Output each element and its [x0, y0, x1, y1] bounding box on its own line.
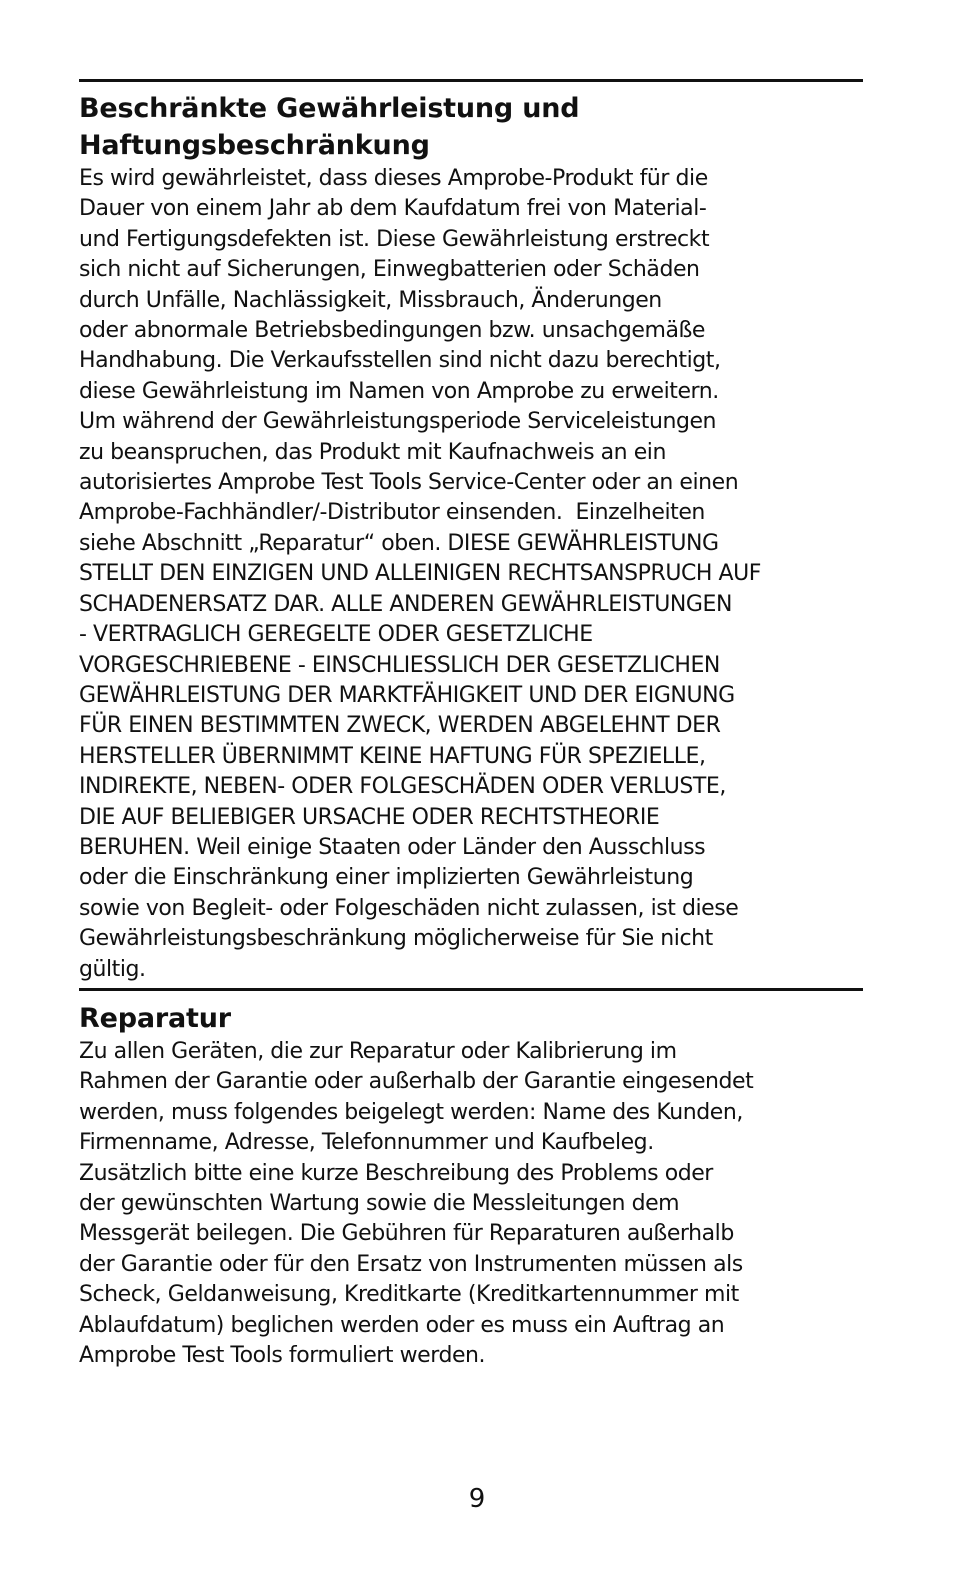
repair-text-line: Scheck, Geldanweisung, Kreditkarte (Kreditkartennummer mit	[79, 1282, 739, 1308]
repair-text-line: Firmenname, Adresse, Telefonnummer und Kaufbeleg.	[79, 1130, 654, 1156]
repair-text-line: Zu allen Geräten, die zur Reparatur oder Kalibrierung im	[79, 1039, 677, 1064]
warranty-text-line: Amprobe-Fachhändler/-Distributor einsenden. Einzelheiten	[79, 500, 705, 526]
warranty-text-line: Es wird gewährleistet, dass dieses Amprobe-Produkt für die	[79, 166, 708, 191]
repair-text-line: Ablaufdatum) beglichen werden oder es muss ein Auftrag an	[79, 1312, 725, 1338]
repair-text-line: Amprobe Test Tools formuliert werden.	[79, 1343, 486, 1369]
warranty-heading-line: Haftungsbeschränkung	[79, 130, 430, 161]
warranty-heading-line: Beschränkte Gewährleistung und	[79, 93, 580, 124]
warranty-text-line: diese Gewährleistung im Namen von Amprobe zu erweitern.	[79, 378, 719, 404]
warranty-text-line: Handhabung. Die Verkaufsstellen sind nicht dazu berechtigt,	[79, 348, 721, 374]
warranty-text-line: siehe Abschnitt „Reparatur“ oben. DIESE GEWÄHRLEISTUNG	[79, 530, 719, 556]
warranty-text-line: oder die Einschränkung einer implizierten Gewährleistung	[79, 865, 694, 891]
repair-body	[79, 1037, 869, 1371]
repair-text-line: Rahmen der Garantie oder außerhalb der Garantie eingesendet	[79, 1069, 754, 1095]
page-number: 9	[468, 1484, 486, 1514]
warranty-text-line: sowie von Begleit- oder Folgeschäden nicht zulassen, ist diese	[79, 895, 739, 921]
warranty-text-line: BERUHEN. Weil einige Staaten oder Länder den Ausschluss	[79, 834, 706, 860]
warranty-text-line: gültig.	[79, 956, 146, 982]
repair-heading: Reparatur	[79, 1003, 231, 1034]
repair-text-line: der Garantie oder für den Ersatz von Instrumenten müssen als	[79, 1251, 743, 1277]
repair-text-line: Zusätzlich bitte eine kurze Beschreibung des Problems oder	[79, 1160, 713, 1186]
repair-text-line: der gewünschten Wartung sowie die Messleitungen dem	[79, 1191, 680, 1217]
warranty-text-line: Gewährleistungsbeschränkung möglicherweise für Sie nicht	[79, 926, 713, 952]
top-divider	[79, 79, 863, 82]
warranty-text-line: sich nicht auf Sicherungen, Einwegbatterien oder Schäden	[79, 257, 700, 283]
warranty-text-line: durch Unfälle, Nachlässigkeit, Missbrauch, Änderungen	[79, 287, 662, 313]
warranty-text-line: Dauer von einem Jahr ab dem Kaufdatum frei von Material-	[79, 196, 707, 222]
warranty-text-line: autorisiertes Amprobe Test Tools Service-Center oder an einen	[79, 470, 739, 496]
warranty-text-line: GEWÄHRLEISTUNG DER MARKTFÄHIGKEIT UND DER EIGNUNG	[79, 682, 735, 708]
warranty-text-line: - VERTRAGLICH GEREGELTE ODER GESETZLICHE	[79, 622, 593, 648]
warranty-text-line: zu beanspruchen, das Produkt mit Kaufnachweis an ein	[79, 439, 666, 465]
warranty-text-line: VORGESCHRIEBENE - EINSCHLIESSLICH DER GESETZLICHEN	[79, 652, 720, 678]
warranty-text-line: HERSTELLER ÜBERNIMMT KEINE HAFTUNG FÜR SPEZIELLE,	[79, 743, 706, 769]
warranty-text-line: und Fertigungsdefekten ist. Diese Gewährleistung erstreckt	[79, 226, 710, 252]
warranty-section	[79, 90, 869, 985]
warranty-heading	[79, 90, 869, 164]
warranty-text-line: SCHADENERSATZ DAR. ALLE ANDEREN GEWÄHRLEISTUNGEN	[79, 591, 732, 617]
warranty-text-line: DIE AUF BELIEBIGER URSACHE ODER RECHTSTHEORIE	[79, 804, 660, 830]
warranty-text-line: INDIREKTE, NEBEN- ODER FOLGESCHÄDEN ODER VERLUSTE,	[79, 774, 726, 800]
repair-text-line: werden, muss folgendes beigelegt werden: Name des Kunden,	[79, 1099, 743, 1125]
repair-section	[79, 1000, 869, 1371]
warranty-text-line: Um während der Gewährleistungsperiode Serviceleistungen	[79, 409, 717, 435]
warranty-text-line: STELLT DEN EINZIGEN UND ALLEINIGEN RECHTSANSPRUCH AUF	[79, 561, 761, 587]
warranty-text-line: oder abnormale Betriebsbedingungen bzw. unsachgemäße	[79, 318, 705, 344]
warranty-text-line: FÜR EINEN BESTIMMTEN ZWECK, WERDEN ABGELEHNT DER	[79, 713, 721, 739]
repair-text-line: Messgerät beilegen. Die Gebühren für Reparaturen außerhalb	[79, 1221, 734, 1247]
warranty-body	[79, 164, 869, 985]
section-divider	[79, 988, 863, 991]
